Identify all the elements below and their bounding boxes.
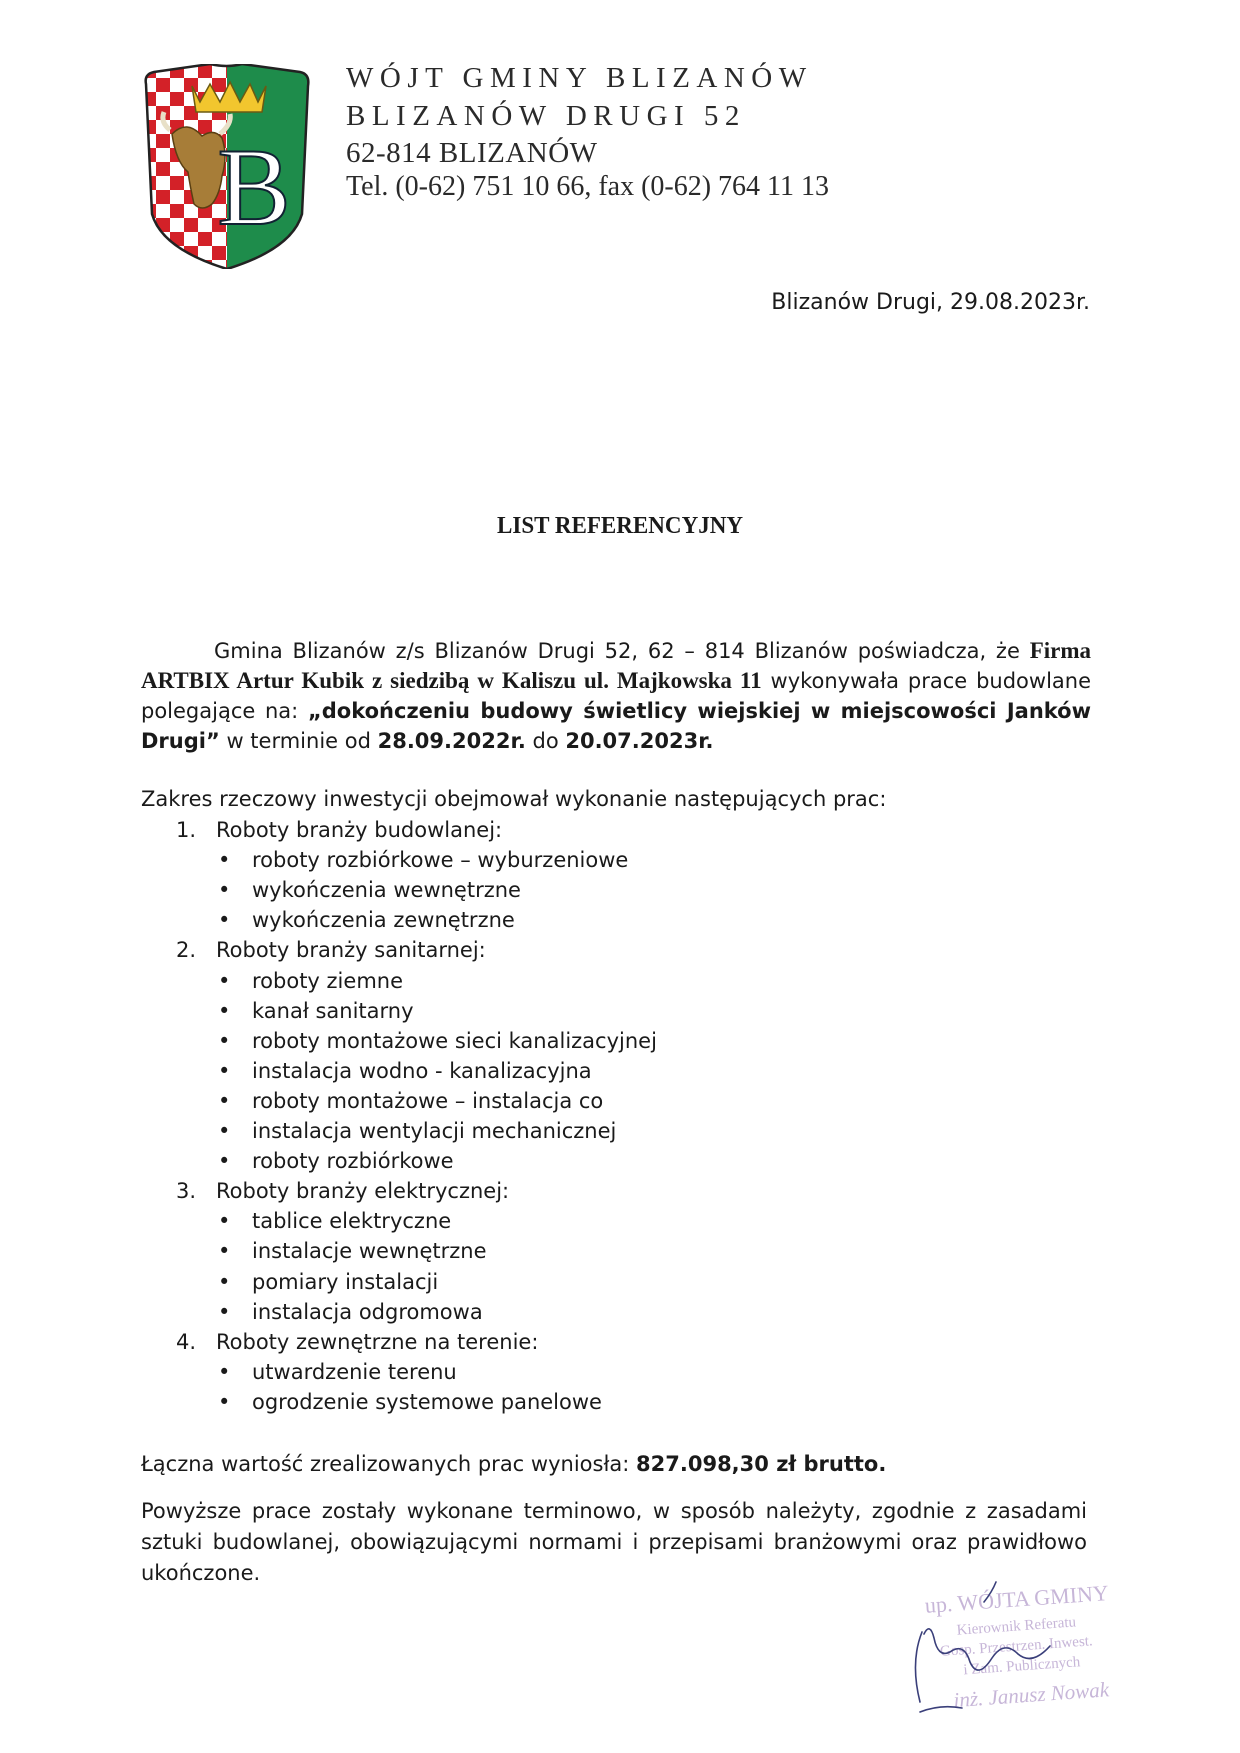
list-item: • instalacja odgromowa xyxy=(218,1300,483,1324)
intro-text-1: Gmina Blizanów z/s Blizanów Drugi 52, 62 – 814 Blizanów poświadcza, że xyxy=(214,639,1030,663)
list-item: • pomiary instalacji xyxy=(218,1270,438,1294)
intro-paragraph xyxy=(141,636,1091,756)
start-date: 28.09.2022r. xyxy=(377,729,526,753)
scope-lead: Zakres rzeczowy inwestycji obejmował wykonanie następujących prac: xyxy=(141,787,887,811)
list-item: • instalacja wentylacji mechanicznej xyxy=(218,1119,616,1143)
header-contact-phone-fax: Tel. (0-62) 751 10 66, fax (0-62) 764 11 13 xyxy=(346,171,830,202)
section-number: 4. xyxy=(176,1330,197,1354)
scope-section xyxy=(176,1330,538,1354)
list-item: • utwardzenie terenu xyxy=(218,1360,457,1384)
section-label: Roboty branży budowlanej: xyxy=(216,818,503,842)
list-item: • wykończenia zewnętrzne xyxy=(218,908,515,932)
list-item: • wykończenia wewnętrzne xyxy=(218,878,521,902)
total-amount: 827.098,30 zł brutto. xyxy=(636,1452,887,1476)
section-label: Roboty zewnętrzne na terenie: xyxy=(216,1330,539,1354)
contractor-name: Firma ARTBIX Artur Kubik z siedzibą w Kaliszu ul. Majkowska 11 xyxy=(141,638,1091,693)
list-item: • roboty ziemne xyxy=(218,969,403,993)
list-item: • roboty rozbiórkowe – wyburzeniowe xyxy=(218,848,628,872)
list-item: • roboty montażowe – instalacja co xyxy=(218,1089,603,1113)
list-item: • roboty montażowe sieci kanalizacyjnej xyxy=(218,1029,657,1053)
intro-text-2: wykonywała prace budowlane polegające na: xyxy=(141,669,1091,723)
list-item: • ogrodzenie systemowe panelowe xyxy=(218,1390,602,1414)
scope-section xyxy=(176,818,502,842)
section-label: Roboty branży sanitarnej: xyxy=(216,938,486,962)
document-title: LIST REFERENCYJNY xyxy=(496,513,744,539)
header-address-street: BLIZANÓW DRUGI 52 xyxy=(346,100,746,132)
stamp-name: inż. Janusz Nowak xyxy=(952,1677,1110,1713)
closing-paragraph: Powyższe prace zostały wykonane terminowo, w sposób należyty, zgodnie z zasadami sztuki budowlanej, obowiązującymi normami i przepisami branżowymi oraz prawidłowo ukończone. xyxy=(141,1499,1087,1585)
stamp-line-3: Gosp. Przestrzen. Inwest. xyxy=(939,1633,1094,1660)
total-label: Łączna wartość zrealizowanych prac wyniosła: xyxy=(141,1452,637,1476)
section-number: 1. xyxy=(176,818,197,842)
end-date: 20.07.2023r. xyxy=(565,729,714,753)
stamp-line-4: i Zam. Publicznych xyxy=(962,1654,1081,1679)
section-label: Roboty branży elektrycznej: xyxy=(216,1179,510,1203)
header-office-name: WÓJT GMINY BLIZANÓW xyxy=(346,62,813,94)
list-item: • tablice elektryczne xyxy=(218,1209,451,1233)
list-item: • roboty rozbiórkowe xyxy=(218,1149,454,1173)
official-stamp xyxy=(900,1562,1150,1732)
scope-section xyxy=(176,1179,509,1203)
header-postal-code: 62-814 BLIZANÓW xyxy=(346,137,598,169)
stamp-line-2: Kierownik Referatu xyxy=(956,1614,1077,1639)
coat-of-arms-logo xyxy=(142,64,312,269)
stamp-line-1: up. WÓJTA GMINY xyxy=(923,1580,1110,1618)
intro-text-3: w terminie od xyxy=(219,729,378,753)
total-value-line xyxy=(141,1452,886,1476)
list-item: • instalacja wodno - kanalizacyjna xyxy=(218,1059,592,1083)
list-item: • instalacje wewnętrzne xyxy=(218,1239,487,1263)
crest-letter: B xyxy=(217,126,291,248)
document-date: Blizanów Drugi, 29.08.2023r. xyxy=(771,290,1090,315)
scope-section xyxy=(176,938,486,962)
intro-text-4: do xyxy=(525,729,566,753)
section-number: 3. xyxy=(176,1179,197,1203)
project-name: „dokończeniu budowy świetlicy wiejskiej w miejscowości Janków Drugi” xyxy=(141,699,1091,753)
list-item: • kanał sanitarny xyxy=(218,999,414,1023)
section-number: 2. xyxy=(176,938,197,962)
